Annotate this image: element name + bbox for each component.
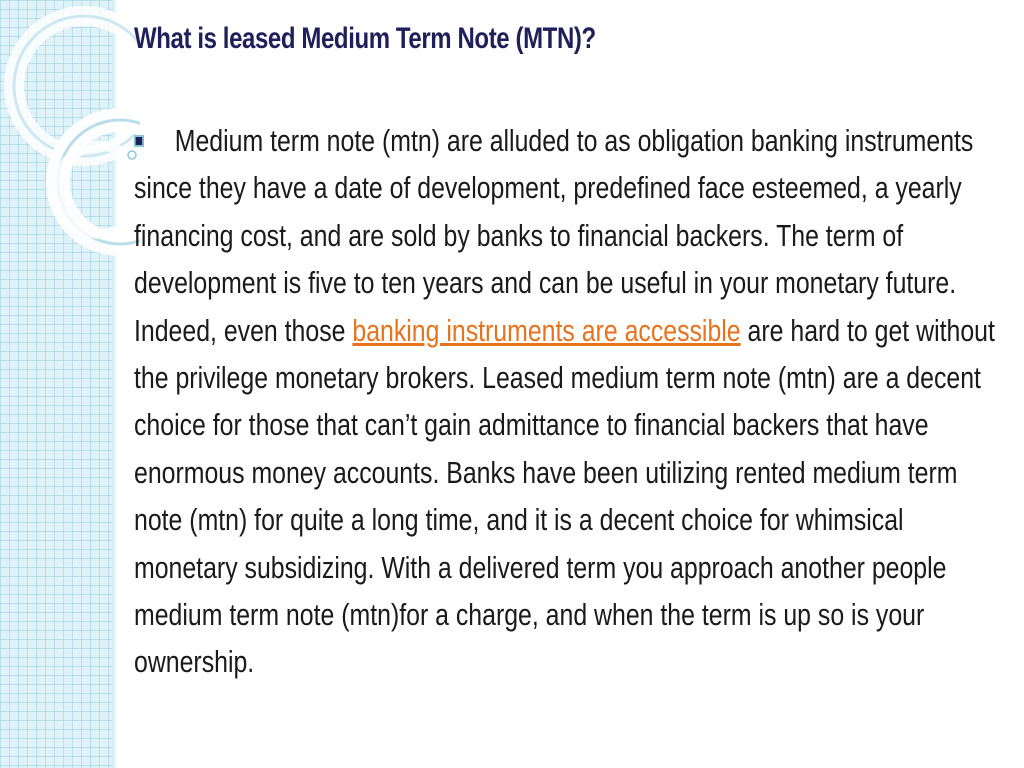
- square-bullet-icon: [134, 135, 144, 147]
- page-title: What is leased Medium Term Note (MTN)?: [134, 22, 596, 55]
- strip-edge-shadow: [112, 0, 118, 768]
- grid-side-strip: [0, 0, 112, 768]
- paragraph-text-before-link: Medium term note (mtn) are alluded to as obligation banking instruments since they have a date of development, predefined face esteemed, a yearly financing cost, and are sold by banks to financial backers. The term of development is five to ten years and can be useful in your monetary future. Indeed, even those: [134, 124, 974, 348]
- banking-instruments-link[interactable]: banking instruments are accessible: [352, 313, 741, 348]
- paragraph-text-after-link: are hard to get without the privilege monetary brokers. Leased medium term note (mtn) are a decent choice for those that can’t gain admittance to financial backers that have enormous money accounts. Banks have been utilizing rented medium term note (mtn) for quite a long time, and it is a decent choice for whimsical monetary subsidizing. With a delivered term you approach another people medium term note (mtn)for a charge, and when the term is up so is your ownership.: [134, 313, 995, 680]
- body-paragraph: [134, 118, 1006, 687]
